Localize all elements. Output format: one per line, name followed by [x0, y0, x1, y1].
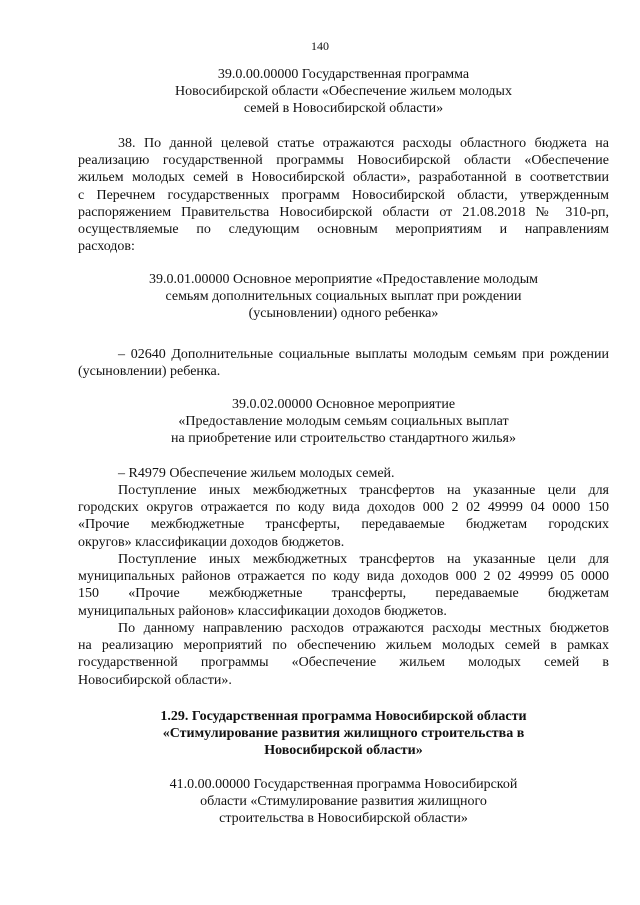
section-heading-1-29 [78, 708, 609, 760]
paragraph-line: государственной программы «Обеспечение жильем молодых семей в [78, 655, 609, 671]
paragraph-line: Поступление иных межбюджетных трансфертов на указанные цели для [118, 552, 609, 567]
paragraph-city-districts [78, 482, 609, 551]
heading-line: (усыновлении) одного ребенка» [248, 306, 439, 322]
heading-line: Новосибирской области» [264, 743, 423, 759]
paragraph-line: (усыновлении) ребенка. [78, 364, 221, 380]
heading-line: «Стимулирование развития жилищного строительства в [162, 726, 525, 742]
item-02640 [78, 346, 609, 380]
paragraph-line: округов» классификации доходов бюджетов. [78, 534, 345, 550]
paragraph-line: на реализацию мероприятий по обеспечению жильем молодых семей в рамках [78, 638, 609, 654]
paragraph-line: городских округов отражается по коду вида доходов 000 2 02 49999 04 0000 150 [78, 500, 609, 516]
heading-line: 39.0.02.00000 Основное мероприятие [231, 397, 456, 412]
heading-line: области «Стимулирование развития жилищного [200, 794, 487, 810]
page-number: 140 [311, 39, 329, 53]
heading-line: 41.0.00.00000 Государственная программа Новосибирской [169, 777, 518, 792]
paragraph-municipal-districts [78, 551, 609, 620]
heading-line: 1.29. Государственная программа Новосибирской области [160, 709, 527, 724]
paragraph-line: муниципальных районов отражается по коду вида доходов 000 2 02 49999 05 0000 [78, 569, 609, 585]
paragraph-line: распоряжением Правительства Новосибирской области от 21.08.2018 № 310-рп, [78, 204, 609, 220]
program-heading-41 [78, 776, 609, 828]
paragraph-line: с Перечнем государственных программ Новосибирской области, утвержденным [78, 187, 609, 203]
paragraph-line: Поступление иных межбюджетных трансфертов на указанные цели для [118, 483, 609, 498]
heading-line: семей в Новосибирской области» [243, 101, 444, 117]
heading-line: на приобретение или строительство стандартного жилья» [171, 431, 516, 447]
paragraph-line: «Прочие межбюджетные трансферты, передаваемые бюджетам городских [78, 517, 609, 533]
paragraph-line: 150 «Прочие межбюджетные трансферты, передаваемые бюджетам [78, 586, 609, 602]
heading-line: строительства в Новосибирской области» [219, 811, 468, 827]
activity-heading-39-02 [78, 396, 609, 448]
paragraph-line: Новосибирской области». [78, 672, 232, 688]
heading-line: Новосибирской области «Обеспечение жильем молодых [175, 84, 512, 100]
heading-line: 39.0.01.00000 Основное мероприятие «Предоставление молодым [149, 272, 538, 287]
program-heading-39 [78, 66, 609, 118]
paragraph-local-budgets [78, 620, 609, 689]
paragraph-38 [78, 135, 609, 255]
paragraph-line: жильем молодых семей в Новосибирской области», разработанной в соответствии [78, 170, 609, 186]
heading-line: 39.0.00.00000 Государственная программа [217, 67, 470, 82]
paragraph-line: реализацию государственной программы Новосибирской области «Обеспечение [78, 153, 609, 169]
paragraph-line: муниципальных районов» классификации доходов бюджетов. [78, 603, 447, 619]
heading-line: «Предоставление молодым семьям социальных выплат [178, 414, 509, 430]
paragraph-line: – 02640 Дополнительные социальные выплаты молодым семьям при рождении [118, 347, 609, 362]
item-r4979 [78, 465, 609, 482]
activity-heading-39-01 [78, 271, 609, 323]
paragraph-line: расходов: [78, 239, 135, 255]
paragraph-line: осуществляемые по следующим основным мероприятиям и направлениям [78, 222, 609, 238]
paragraph-line: По данному направлению расходов отражаются расходы местных бюджетов [118, 621, 609, 636]
paragraph-line: 38. По данной целевой статье отражаются расходы областного бюджета на [118, 136, 609, 151]
paragraph-line: – R4979 Обеспечение жильем молодых семей. [118, 466, 395, 481]
heading-line: семьям дополнительных социальных выплат при рождении [165, 289, 522, 305]
